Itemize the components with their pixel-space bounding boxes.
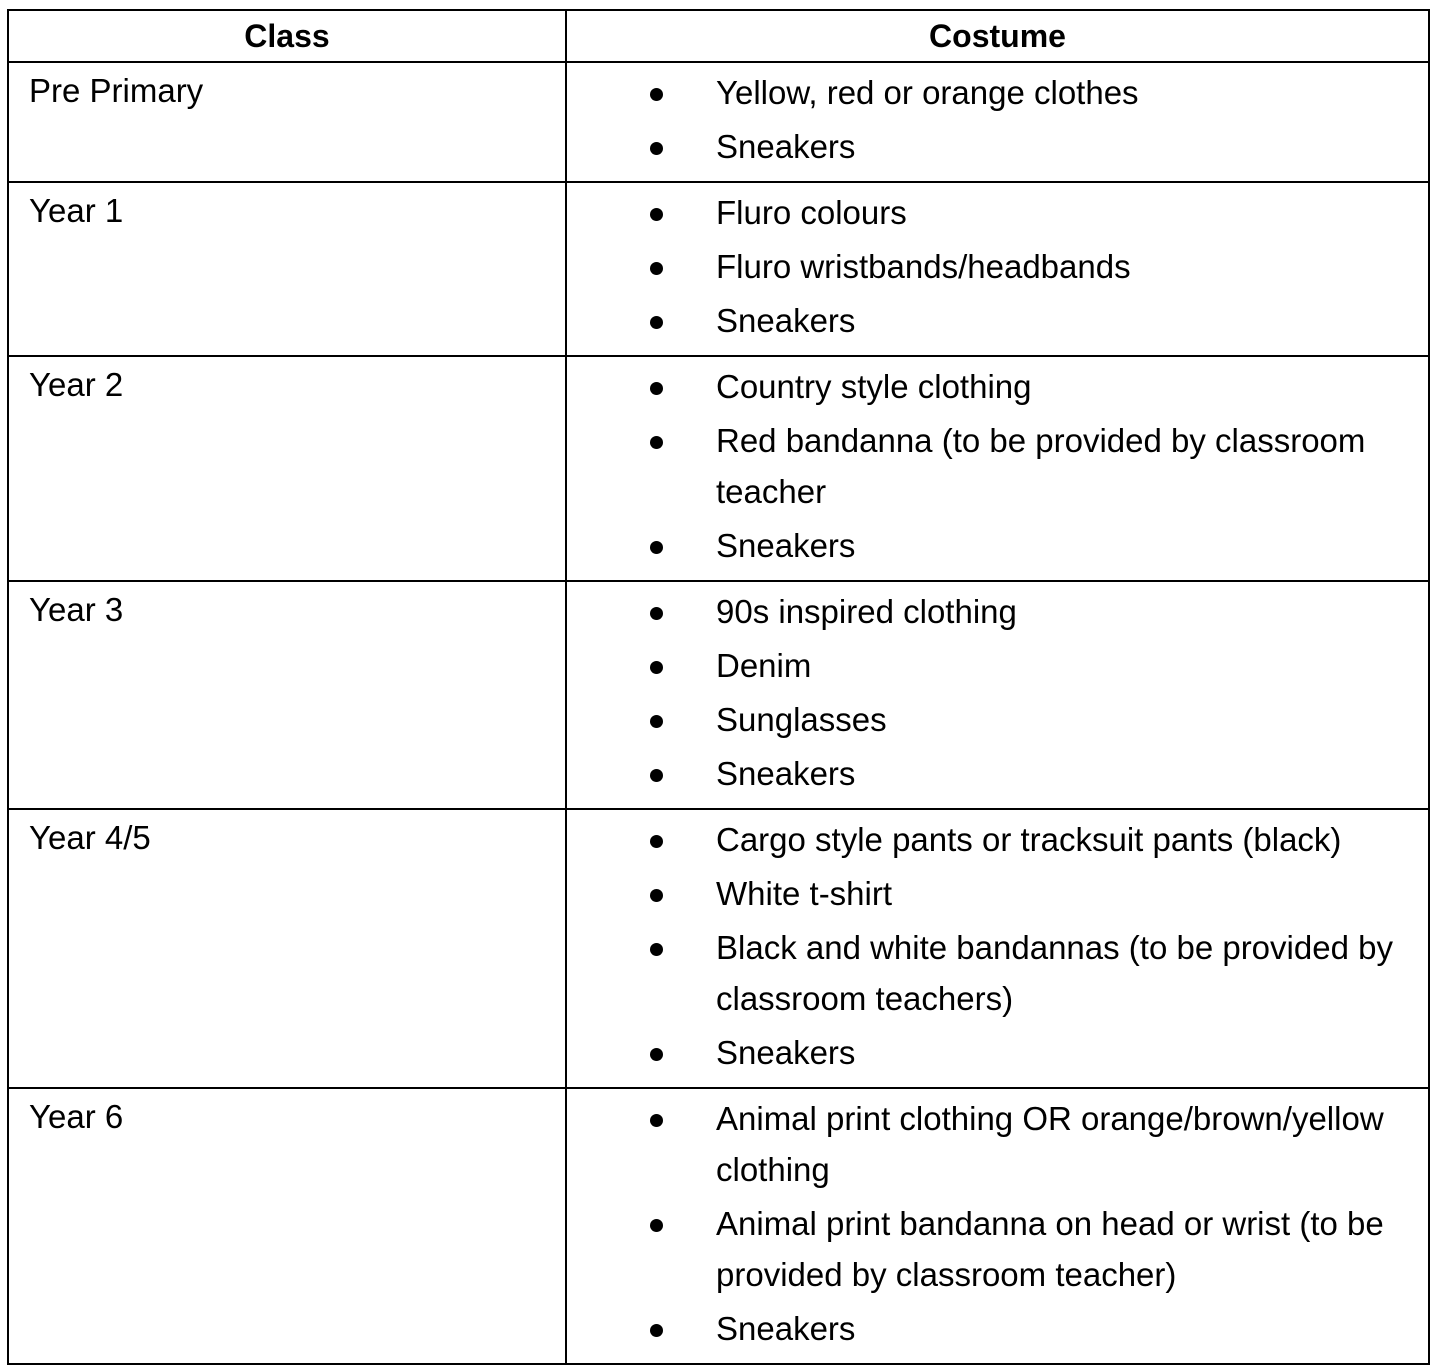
costume-item [567, 520, 1420, 571]
costume-item-text: Sneakers [716, 755, 856, 792]
costume-item-text: Fluro colours [716, 194, 907, 231]
bullet-icon [650, 1048, 663, 1061]
bullet-icon [650, 661, 663, 674]
table-row [8, 182, 1429, 356]
bullet-icon [650, 541, 663, 554]
costume-item-text: Sneakers [716, 1310, 856, 1347]
class-cell: Year 2 [8, 356, 566, 581]
costume-item-text: Sneakers [716, 527, 856, 564]
costume-item-text: Black and white bandannas (to be provided by classroom teachers) [716, 929, 1393, 1017]
costume-item [567, 1303, 1420, 1354]
costume-item-text: Sneakers [716, 128, 856, 165]
bullet-icon [650, 262, 663, 275]
header-costume: Costume [566, 10, 1429, 62]
bullet-icon [650, 835, 663, 848]
table-row [8, 809, 1429, 1088]
costume-list [567, 361, 1420, 571]
costume-item-text: 90s inspired clothing [716, 593, 1017, 630]
costume-item [567, 295, 1420, 346]
costume-list [567, 67, 1420, 172]
table-row [8, 62, 1429, 182]
costume-item [567, 694, 1420, 745]
costume-item [567, 415, 1420, 517]
table-row [8, 356, 1429, 581]
costume-cell [566, 182, 1429, 356]
bullet-icon [650, 1114, 663, 1127]
costume-item-text: Red bandanna (to be provided by classroom teacher [716, 422, 1366, 510]
costume-item [567, 586, 1420, 637]
costume-item-text: White t-shirt [716, 875, 893, 912]
bullet-icon [650, 1324, 663, 1337]
class-cell: Pre Primary [8, 62, 566, 182]
costume-cell [566, 1088, 1429, 1364]
costume-item [567, 241, 1420, 292]
costume-list [567, 814, 1420, 1078]
costume-item-text: Sunglasses [716, 701, 887, 738]
costume-item [567, 187, 1420, 238]
costume-item-text: Fluro wristbands/headbands [716, 248, 1131, 285]
costume-table [7, 9, 1430, 1365]
costume-item [567, 1027, 1420, 1078]
costume-item-text: Country style clothing [716, 368, 1032, 405]
costume-item [567, 1198, 1420, 1300]
costume-item [567, 640, 1420, 691]
costume-item [567, 922, 1420, 1024]
class-cell: Year 6 [8, 1088, 566, 1364]
costume-item-text: Sneakers [716, 302, 856, 339]
bullet-icon [650, 607, 663, 620]
bullet-icon [650, 208, 663, 221]
class-cell: Year 3 [8, 581, 566, 809]
costume-item [567, 1093, 1420, 1195]
costume-item [567, 361, 1420, 412]
costume-item [567, 748, 1420, 799]
bullet-icon [650, 943, 663, 956]
table-row [8, 581, 1429, 809]
costume-item [567, 814, 1420, 865]
costume-item [567, 67, 1420, 118]
bullet-icon [650, 382, 663, 395]
costume-cell [566, 809, 1429, 1088]
class-cell: Year 1 [8, 182, 566, 356]
bullet-icon [650, 889, 663, 902]
costume-item-text: Denim [716, 647, 812, 684]
costume-item-text: Animal print clothing OR orange/brown/yellow clothing [716, 1100, 1384, 1188]
bullet-icon [650, 316, 663, 329]
bullet-icon [650, 715, 663, 728]
costume-item [567, 868, 1420, 919]
costume-cell [566, 581, 1429, 809]
costume-item-text: Cargo style pants or tracksuit pants (black) [716, 821, 1342, 858]
bullet-icon [650, 142, 663, 155]
costume-list [567, 187, 1420, 346]
costume-item-text: Animal print bandanna on head or wrist (to be provided by classroom teacher) [716, 1205, 1384, 1293]
costume-item-text: Yellow, red or orange clothes [716, 74, 1139, 111]
costume-cell [566, 356, 1429, 581]
costume-item-text: Sneakers [716, 1034, 856, 1071]
class-cell: Year 4/5 [8, 809, 566, 1088]
costume-list [567, 586, 1420, 799]
bullet-icon [650, 1219, 663, 1232]
bullet-icon [650, 769, 663, 782]
bullet-icon [650, 88, 663, 101]
header-row [8, 10, 1429, 62]
costume-item [567, 121, 1420, 172]
header-class: Class [8, 10, 566, 62]
table-row [8, 1088, 1429, 1364]
bullet-icon [650, 436, 663, 449]
costume-cell [566, 62, 1429, 182]
